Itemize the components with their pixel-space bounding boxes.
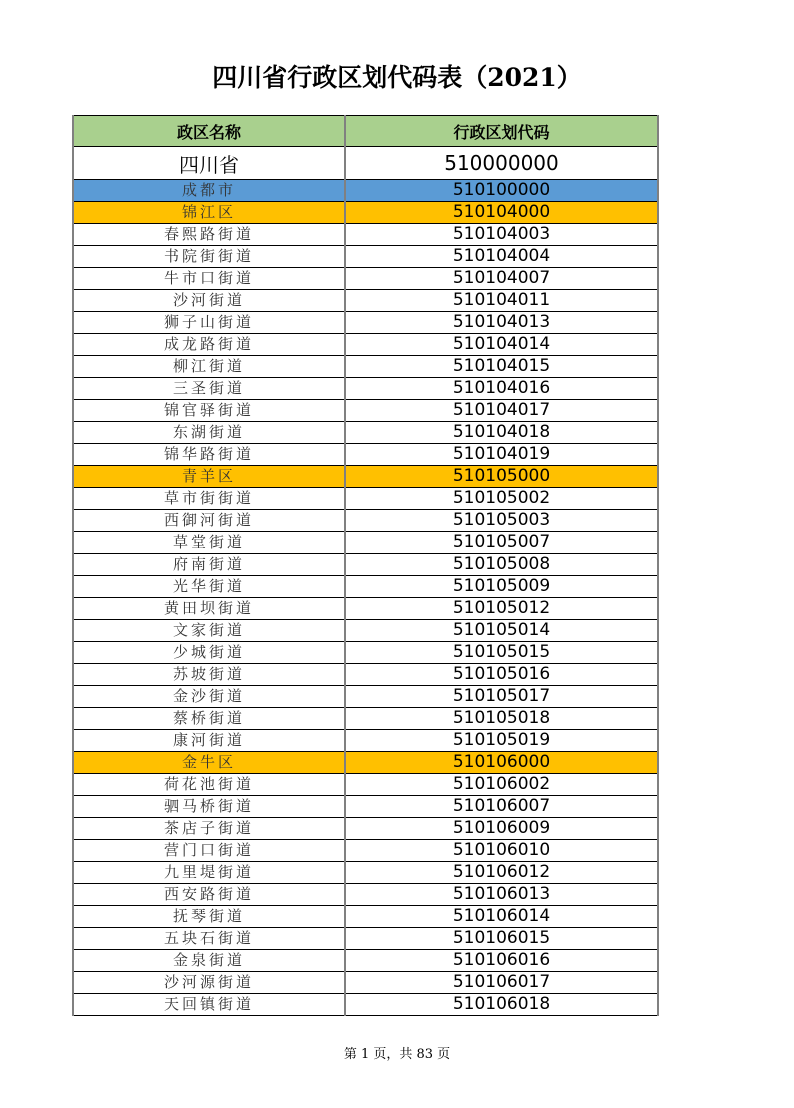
region-name: 金牛区 — [73, 752, 345, 774]
region-name: 府南街道 — [73, 554, 345, 576]
region-code: 510104007 — [345, 268, 658, 290]
region-name: 光华街道 — [73, 576, 345, 598]
region-name: 营门口街道 — [73, 840, 345, 862]
table-row — [73, 664, 658, 686]
region-name: 三圣街道 — [73, 378, 345, 400]
table-row — [73, 334, 658, 356]
region-code: 510106007 — [345, 796, 658, 818]
region-code: 510104011 — [345, 290, 658, 312]
region-name: 沙河街道 — [73, 290, 345, 312]
table-row — [73, 620, 658, 642]
region-code: 510106002 — [345, 774, 658, 796]
table-row — [73, 950, 658, 972]
table-row — [73, 422, 658, 444]
table-row — [73, 774, 658, 796]
table-row — [73, 840, 658, 862]
region-name: 牛市口街道 — [73, 268, 345, 290]
region-code: 510105012 — [345, 598, 658, 620]
table-row — [73, 246, 658, 268]
region-code: 510105016 — [345, 664, 658, 686]
region-name: 蔡桥街道 — [73, 708, 345, 730]
region-code: 510105000 — [345, 466, 658, 488]
table-header-row — [73, 116, 658, 147]
page-footer: 第 1 页，共 83 页 — [343, 1047, 451, 1062]
table-row — [73, 906, 658, 928]
region-name: 锦官驿街道 — [73, 400, 345, 422]
region-code: 510104013 — [345, 312, 658, 334]
region-name: 抚琴街道 — [73, 906, 345, 928]
region-code: 510104015 — [345, 356, 658, 378]
province-code: 510000000 — [345, 147, 658, 180]
region-name: 草市街街道 — [73, 488, 345, 510]
table-row — [73, 686, 658, 708]
region-name: 文家街道 — [73, 620, 345, 642]
region-code: 510104017 — [345, 400, 658, 422]
table-row — [73, 224, 658, 246]
region-name: 柳江街道 — [73, 356, 345, 378]
region-code: 510106013 — [345, 884, 658, 906]
region-code: 510106015 — [345, 928, 658, 950]
table-row — [73, 730, 658, 752]
region-name: 锦华路街道 — [73, 444, 345, 466]
table-row — [73, 554, 658, 576]
table-row — [73, 642, 658, 664]
table-row — [73, 862, 658, 884]
table-row — [73, 708, 658, 730]
table-row — [73, 488, 658, 510]
table-row — [73, 268, 658, 290]
region-code: 510105002 — [345, 488, 658, 510]
region-code: 510106010 — [345, 840, 658, 862]
region-code: 510104000 — [345, 202, 658, 224]
header-name: 政区名称 — [73, 116, 345, 147]
admin-code-table — [72, 115, 659, 1016]
region-name: 康河街道 — [73, 730, 345, 752]
table-row — [73, 884, 658, 906]
region-code: 510105019 — [345, 730, 658, 752]
district-row — [73, 752, 658, 774]
region-name: 成龙路街道 — [73, 334, 345, 356]
region-name: 狮子山街道 — [73, 312, 345, 334]
region-name: 青羊区 — [73, 466, 345, 488]
table-row — [73, 510, 658, 532]
table-row — [73, 400, 658, 422]
region-name: 少城街道 — [73, 642, 345, 664]
district-row — [73, 202, 658, 224]
region-name: 西安路街道 — [73, 884, 345, 906]
region-name: 天回镇街道 — [73, 994, 345, 1016]
page-title: 四川省行政区划代码表（2021） — [212, 63, 582, 92]
region-code: 510104018 — [345, 422, 658, 444]
region-name: 苏坡街道 — [73, 664, 345, 686]
region-code: 510106017 — [345, 972, 658, 994]
table-row — [73, 796, 658, 818]
region-code: 510106000 — [345, 752, 658, 774]
region-name: 锦江区 — [73, 202, 345, 224]
table-row — [73, 972, 658, 994]
region-name: 草堂街道 — [73, 532, 345, 554]
region-code: 510106014 — [345, 906, 658, 928]
region-name: 五块石街道 — [73, 928, 345, 950]
table-row — [73, 532, 658, 554]
region-name: 成都市 — [73, 180, 345, 202]
table-row — [73, 290, 658, 312]
table-row — [73, 928, 658, 950]
table-row — [73, 818, 658, 840]
region-name: 金沙街道 — [73, 686, 345, 708]
region-name: 西御河街道 — [73, 510, 345, 532]
region-name: 荷花池街道 — [73, 774, 345, 796]
region-name: 九里堤街道 — [73, 862, 345, 884]
city-row — [73, 180, 658, 202]
region-code: 510106018 — [345, 994, 658, 1016]
region-code: 510106012 — [345, 862, 658, 884]
region-name: 东湖街道 — [73, 422, 345, 444]
province-name: 四川省 — [73, 147, 345, 180]
region-code: 510105018 — [345, 708, 658, 730]
region-code: 510105014 — [345, 620, 658, 642]
region-name: 书院街街道 — [73, 246, 345, 268]
region-code: 510105003 — [345, 510, 658, 532]
region-code: 510104014 — [345, 334, 658, 356]
district-row — [73, 466, 658, 488]
table-row — [73, 356, 658, 378]
region-code: 510104019 — [345, 444, 658, 466]
region-code: 510104004 — [345, 246, 658, 268]
table-row — [73, 598, 658, 620]
table-row — [73, 576, 658, 598]
region-name: 沙河源街道 — [73, 972, 345, 994]
province-row — [73, 147, 658, 180]
region-code: 510100000 — [345, 180, 658, 202]
region-code: 510106016 — [345, 950, 658, 972]
region-name: 驷马桥街道 — [73, 796, 345, 818]
region-code: 510104016 — [345, 378, 658, 400]
region-name: 春熙路街道 — [73, 224, 345, 246]
region-code: 510105008 — [345, 554, 658, 576]
header-code: 行政区划代码 — [345, 116, 658, 147]
region-code: 510106009 — [345, 818, 658, 840]
table-row — [73, 994, 658, 1016]
region-code: 510105009 — [345, 576, 658, 598]
region-name: 金泉街道 — [73, 950, 345, 972]
region-code: 510105015 — [345, 642, 658, 664]
region-name: 黄田坝街道 — [73, 598, 345, 620]
region-code: 510104003 — [345, 224, 658, 246]
region-name: 茶店子街道 — [73, 818, 345, 840]
table-row — [73, 444, 658, 466]
table-row — [73, 312, 658, 334]
region-code: 510105017 — [345, 686, 658, 708]
region-code: 510105007 — [345, 532, 658, 554]
table-row — [73, 378, 658, 400]
